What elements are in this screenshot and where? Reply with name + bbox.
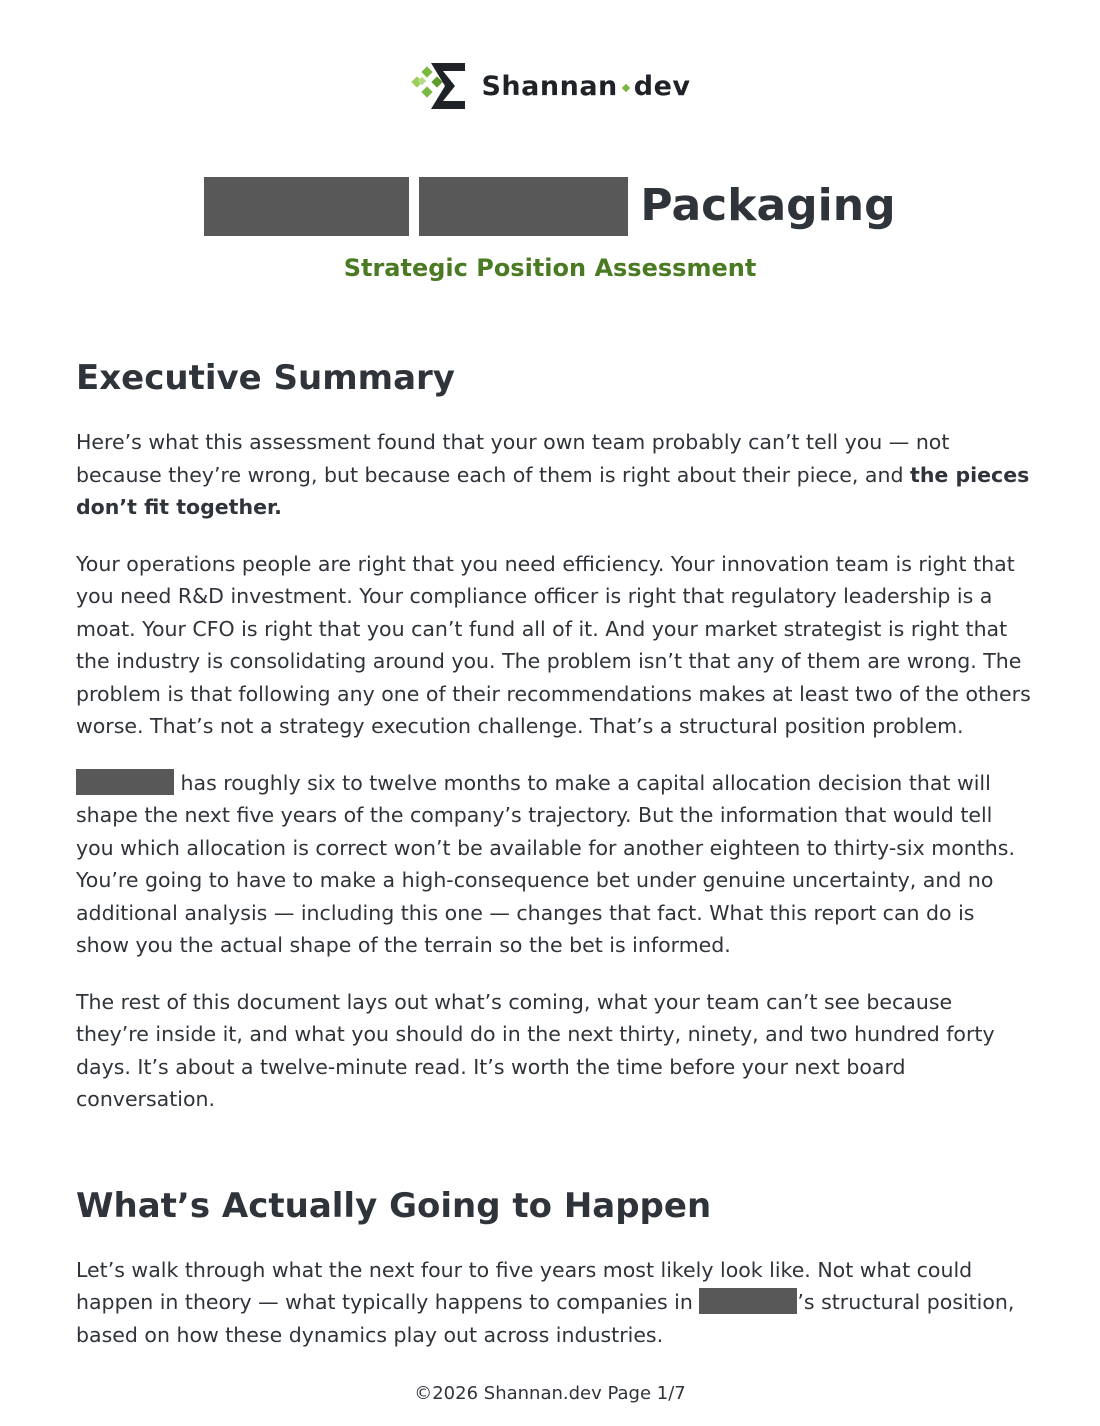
redaction-box xyxy=(204,177,409,236)
paragraph xyxy=(76,426,1031,524)
brand-name-part2: dev xyxy=(633,70,691,102)
document-body xyxy=(76,350,1031,1351)
page-footer: ©2026 Shannan.dev Page 1/7 xyxy=(414,1383,686,1404)
brand-name-part1: Shannan xyxy=(481,70,618,102)
paragraph xyxy=(76,767,1031,962)
brand-name xyxy=(481,71,690,102)
section-heading-executive-summary: Executive Summary xyxy=(76,358,455,398)
section-heading-whats-going-to-happen: What’s Actually Going to Happen xyxy=(76,1185,712,1226)
paragraph-text: has roughly six to twelve months to make a capital allocation decision that will shape the next five years of the company’s trajectory. But the information that would tell you which allocation is correct won’t be available for another eighteen to thirty-six months. You’re going to have to make a high-consequence bet under genuine uncertainty, and no additional analysis — including this one — changes that fact. What this report can do is show you the actual shape of the terrain so the bet is informed. xyxy=(76,770,1015,957)
paragraph xyxy=(76,1254,1031,1352)
brand-dot-icon xyxy=(622,84,630,92)
paragraph: Your operations people are right that you need efficiency. Your innovation team is right that you need R&D investment. Your compliance officer is right that regulatory leadership is a moat. Your CFO is right that you can’t fund all of it. And your market strategist is right that the industry is consolidating around you. The problem isn’t that any of them are wrong. The problem is that following any one of their recommendations makes at least two of the others worse. That’s not a strategy execution challenge. That’s a structural position problem. xyxy=(76,551,1031,738)
paragraph-text: ’s structural position, based on how these dynamics play out across industries. xyxy=(76,1290,1015,1347)
sigma-logo-icon xyxy=(409,60,469,112)
paragraph-bold-text: the pieces don’t fit together. xyxy=(76,462,1030,519)
redaction-box xyxy=(699,1288,797,1314)
document-title xyxy=(0,176,1100,236)
title-text: Packaging xyxy=(640,180,896,231)
redaction-box xyxy=(419,177,628,236)
paragraph: The rest of this document lays out what’s coming, what your team can’t see because they’re inside it, and what you should do in the next thirty, ninety, and two hundred forty days. It’s about a twelve-minute read. It’s worth the time before your next board conversation. xyxy=(76,989,995,1111)
brand-logo xyxy=(0,60,1100,112)
document-subtitle: Strategic Position Assessment xyxy=(343,254,757,282)
paragraph-text: Here’s what this assessment found that your own team probably can’t tell you — not because they’re wrong, but because each of them is right about their piece, and xyxy=(76,430,950,487)
paragraph-text: Let’s walk through what the next four to five years most likely look like. Not what could happen in theory — what typically happens to companies in xyxy=(76,1257,973,1314)
redaction-box xyxy=(76,769,174,795)
